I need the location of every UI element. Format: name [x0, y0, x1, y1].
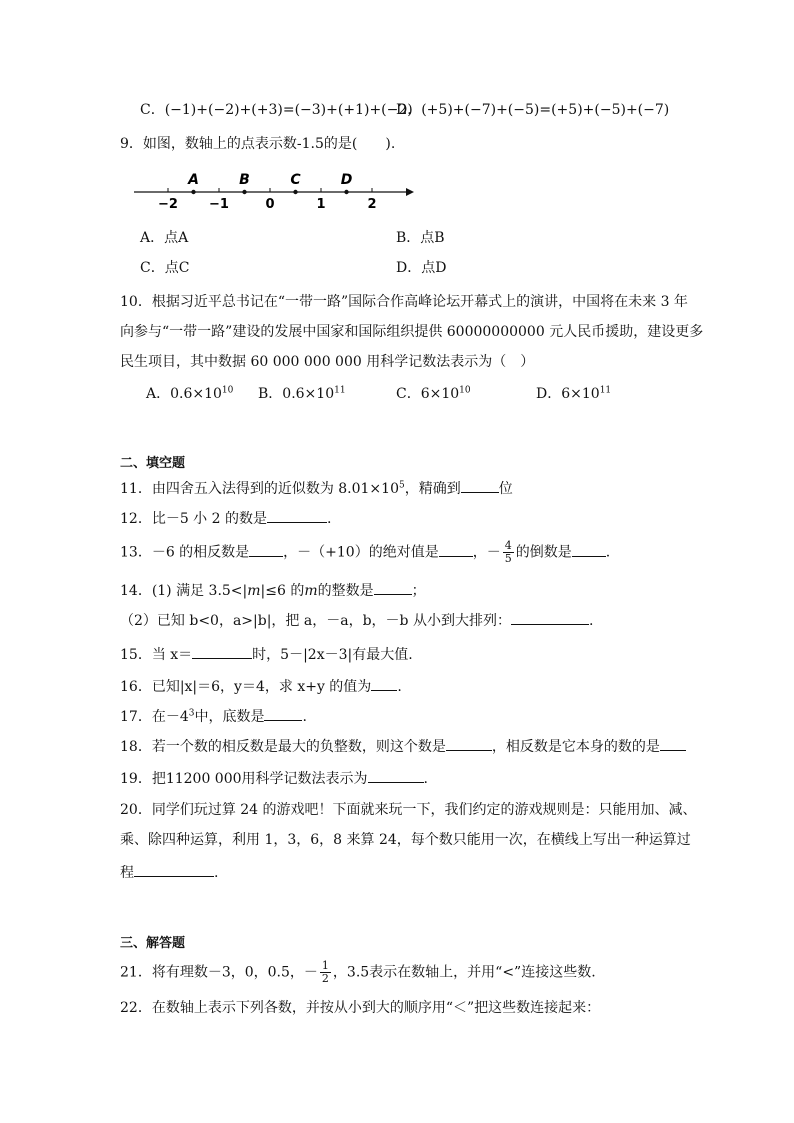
number-line-figure — [128, 166, 418, 212]
q11: 11．由四舍五入法得到的近似数为 $8.01\times 10^5$，精确到 位 — [120, 478, 513, 499]
number-line-tick-label: 1 — [316, 197, 326, 212]
q21-fraction: $\frac{1}{2}$ — [321, 959, 329, 985]
q11-answer-blank[interactable] — [461, 478, 499, 493]
q13-blank-2[interactable] — [439, 542, 473, 557]
q20-line-2: 乘、除四种运算，利用 1，3，6，8 来算 24，每个数只能用一次，在横线上写出一种运算过 — [120, 832, 691, 848]
q13-blank-1[interactable] — [249, 542, 283, 557]
q16: 16．已知|x|＝6，y＝4，求 x+y 的值为 . — [120, 676, 402, 697]
q10-option-c: C．$6\times 10^{10}$ — [396, 385, 471, 402]
q10-option-d: D．$6\times 10^{11}$ — [536, 385, 612, 402]
q15-answer-blank[interactable] — [192, 644, 252, 659]
section-answer-title: 三、解答题 — [120, 936, 186, 951]
q17: 17．在$-4^3$中，底数是 . — [120, 706, 307, 727]
q13-blank-3[interactable] — [572, 542, 606, 557]
q9-option-a: A．点A — [140, 230, 189, 246]
q19: 19．把11200 000用科学记数法表示为 . — [120, 768, 428, 789]
q9-option-d: D．点D — [396, 260, 447, 276]
number-line-point-c — [293, 190, 297, 194]
number-line-point-label: B — [239, 172, 250, 188]
q14-part-2: （2）已知 b<0，a>|b|，把 a，－a，b，－b 从小到大排列： . — [120, 610, 593, 631]
q13-fraction: $\frac{4}{5}$ — [504, 539, 512, 565]
q12: 12．比－5 小 2 的数是 . — [120, 508, 331, 529]
q15: 15．当 x＝ 时，5－|2x－3|有最大值. — [120, 644, 413, 665]
q10-option-a: A．$0.6\times 10^{10}$ — [146, 385, 234, 402]
q10-line-3: 民生项目，其中数据 60 000 000 000 用科学记数法表示为（ ） — [120, 354, 535, 370]
q10-option-b: B．$0.6\times 10^{11}$ — [258, 385, 346, 402]
q8-option-d: D．(+5)+(−7)+(−5)=(+5)+(−5)+(−7) — [396, 102, 670, 118]
q18: 18．若一个数的相反数是最大的负整数，则这个数是 ，相反数是它本身的数的是 — [120, 736, 686, 757]
q22: 22．在数轴上表示下列各数，并按从小到大的顺序用“＜”把这些数连接起来： — [120, 1000, 601, 1016]
q8-option-c: C．(−1)+(−2)+(+3)=(−3)+(+1)+(−2) — [140, 102, 413, 118]
q20-line-1: 20．同学们玩过算 24 的游戏吧！下面就来玩一下，我们约定的游戏规则是：只能用加、减、 — [120, 802, 697, 818]
q20-line-3: 程 . — [120, 862, 218, 883]
q9-option-b: B．点B — [396, 230, 445, 246]
number-line-tick-label: 2 — [367, 197, 377, 212]
number-line-arrow-icon — [406, 188, 414, 196]
q21: 21．将有理数－3，0，0.5，－ $\frac{1}{2}$ ，3.5表示在数轴上，并用“<”连接这些数. — [120, 959, 596, 985]
q14-blank-1[interactable] — [374, 580, 412, 595]
number-line-point-b — [242, 190, 246, 194]
q18-blank-2[interactable] — [660, 736, 686, 751]
q10-line-1: 10．根据习近平总书记在“一带一路”国际合作高峰论坛开幕式上的演讲，中国将在未来 3 年 — [120, 294, 688, 310]
q10-line-2: 向参与“一带一路”建设的发展中国家和国际组织提供 60000000000 元人民币援助，建设更多 — [120, 324, 704, 340]
q16-answer-blank[interactable] — [371, 676, 397, 691]
q18-blank-1[interactable] — [446, 736, 492, 751]
number-line-tick-label: 0 — [265, 197, 275, 212]
number-line-tick-label: −1 — [209, 197, 229, 212]
number-line-tick-label: −2 — [158, 197, 178, 212]
q20-answer-blank[interactable] — [134, 862, 214, 877]
section-fill-in-title: 二、填空题 — [120, 456, 186, 471]
q14-part-1: 14．(1) 满足 3.5<|m|≤6 的m的整数是 ； — [120, 580, 426, 601]
q14-blank-2[interactable] — [511, 610, 589, 625]
number-line-point-d — [344, 190, 348, 194]
q12-answer-blank[interactable] — [267, 508, 327, 523]
q9-stem: 9．如图，数轴上的点表示数-1.5的是( ). — [120, 136, 396, 152]
number-line-point-a — [191, 190, 195, 194]
q9-option-c: C．点C — [140, 260, 190, 276]
q13: 13．－6 的相反数是 ，－（+10）的绝对值是 ，－ $\frac{4}{5}$ 的倒数是 . — [120, 539, 611, 565]
q17-answer-blank[interactable] — [264, 706, 302, 721]
q19-answer-blank[interactable] — [368, 768, 424, 783]
number-line-point-label: D — [340, 172, 353, 188]
number-line-point-label: A — [188, 172, 199, 188]
number-line-point-label: C — [290, 172, 301, 188]
